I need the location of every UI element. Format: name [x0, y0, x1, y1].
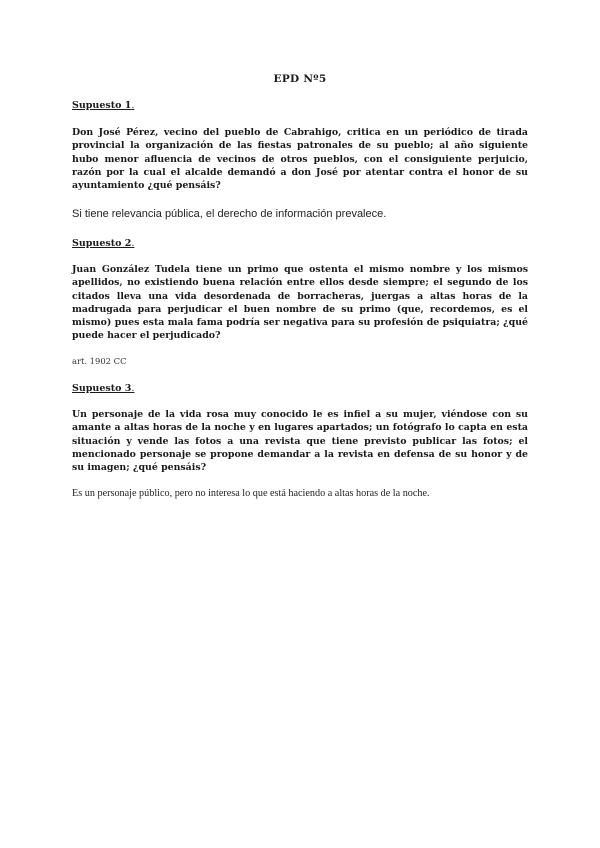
case-2-statement: Juan González Tudela tiene un primo que ostenta el mismo nombre y los mismos apellidos, no existiendo buena relación entre ellos desde siempre; el segundo de los citados lleva una vida desordenada de borracheras, juergas a altas horas de la madrugada para perjudicar el buen nombre de su primo (que, recordemos, es el mismo) pues esta mala fama podría ser negativa para su profesión de psiquiatra; ¿qué puede hacer el perjudicado? — [72, 264, 528, 342]
page-title: EPD Nº5 — [273, 73, 327, 85]
case-3-heading: Supuesto 3. — [72, 383, 135, 394]
case-1-heading: Supuesto 1. — [72, 100, 135, 111]
case-1-statement: Don José Pérez, vecino del pueblo de Cabrahigo, critica en un periódico de tirada provincial la organización de las fiestas patronales de su pueblo; al año siguiente hubo menor afluencia de vecinos de otros pueblos, con el consiguiente perjuicio, razón por la cual el alcalde demandó a don José por atentar contra el honor de su ayuntamiento ¿qué pensáis? — [72, 127, 528, 192]
case-2-answer: art. 1902 CC — [72, 356, 127, 366]
case-2-heading-text: Supuesto 2 — [72, 238, 132, 249]
case-2-heading: Supuesto 2. — [72, 238, 135, 249]
case-1-answer: Si tiene relevancia pública, el derecho de información prevalece. — [72, 208, 387, 220]
case-3-answer: Es un personaje público, pero no interesa lo que está haciendo a altas horas de la noche. — [72, 488, 430, 499]
case-3-heading-text: Supuesto 3 — [72, 383, 132, 394]
case-3-statement: Un personaje de la vida rosa muy conocido le es infiel a su mujer, viéndose con su amante a altas horas de la noche y en lugares apartados; un fotógrafo lo capta en esta situación y vende las fotos a una revista que tiene previsto publicar las fotos; el mencionado personaje se propone demandar a la revista en defensa de su honor y de su imagen; ¿qué pensáis? — [72, 409, 528, 474]
case-1-heading-text: Supuesto 1 — [72, 100, 132, 111]
